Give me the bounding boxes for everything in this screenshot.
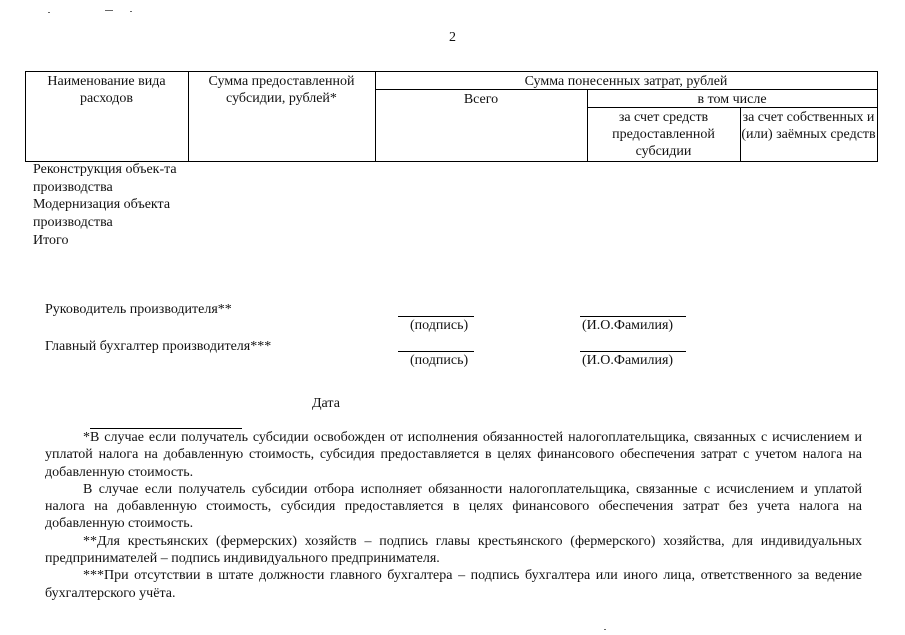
scan-speck — [130, 11, 132, 12]
expenses-table — [25, 71, 878, 162]
head-name-line — [580, 316, 686, 317]
accountant-signature-caption: (подпись) — [410, 353, 469, 368]
row-modernization: Модернизация объекта производства — [33, 197, 171, 230]
scan-speck — [105, 10, 113, 11]
page-number: 2 — [449, 30, 456, 45]
header-incurred-costs: Сумма понесенных затрат, рублей — [524, 74, 728, 89]
header-own-funds: за счет собственных и (или) заёмных средств — [741, 110, 876, 142]
head-name-caption: (И.О.Фамилия) — [582, 318, 674, 333]
footnote-1b: В случае если получатель субсидии отбора исполняет обязанности налогоплательщика, связанные с исчислением и уплатой налога на добавленную стоимость, субсидия предоставляется в целях финансового обеспечения затрат без учета налога на добавленную стоимость. — [45, 481, 862, 532]
scan-speck — [604, 629, 606, 630]
accountant-name-caption: (И.О.Фамилия) — [582, 353, 674, 368]
date-label: Дата — [312, 396, 340, 411]
head-signature-line — [398, 316, 474, 317]
header-total: Всего — [463, 92, 499, 107]
accountant-label: Главный бухгалтер производителя*** — [45, 339, 272, 354]
header-from-subsidy: за счет средств предоставленной субсидии — [612, 110, 715, 159]
head-label: Руководитель производителя** — [45, 302, 232, 317]
scan-speck — [48, 12, 50, 13]
header-expense-type: Наименование вида расходов — [47, 74, 166, 106]
accountant-signature-line — [398, 351, 474, 352]
row-total: Итого — [33, 233, 69, 248]
accountant-name-line — [580, 351, 686, 352]
footnote-3: ***При отсутствии в штате должности главного бухгалтера – подпись бухгалтера или иного лица, ответственного за ведение бухгалтерского учёта. — [45, 568, 862, 601]
footnote-2: **Для крестьянских (фермерских) хозяйств – подпись главы крестьянского (фермерского) хозяйства, для индивидуальных предпринимателей – подпись индивидуального предпринимателя. — [45, 533, 862, 567]
header-including: в том числе — [697, 92, 767, 107]
row-reconstruction: Реконструкция объек-та производства — [33, 162, 177, 195]
footnotes — [45, 429, 862, 602]
footnote-1: *В случае если получатель субсидии освобожден от исполнения обязанностей налогоплательщика, связанных с исчислением и уплатой налога на добавленную стоимость, субсидия предоставляется в целях финансового обеспечения затрат с учетом налога на добавленную стоимость. — [45, 430, 862, 480]
head-signature-caption: (подпись) — [410, 318, 469, 333]
header-subsidy-amount: Сумма предоставленной субсидии, рублей* — [208, 74, 355, 106]
